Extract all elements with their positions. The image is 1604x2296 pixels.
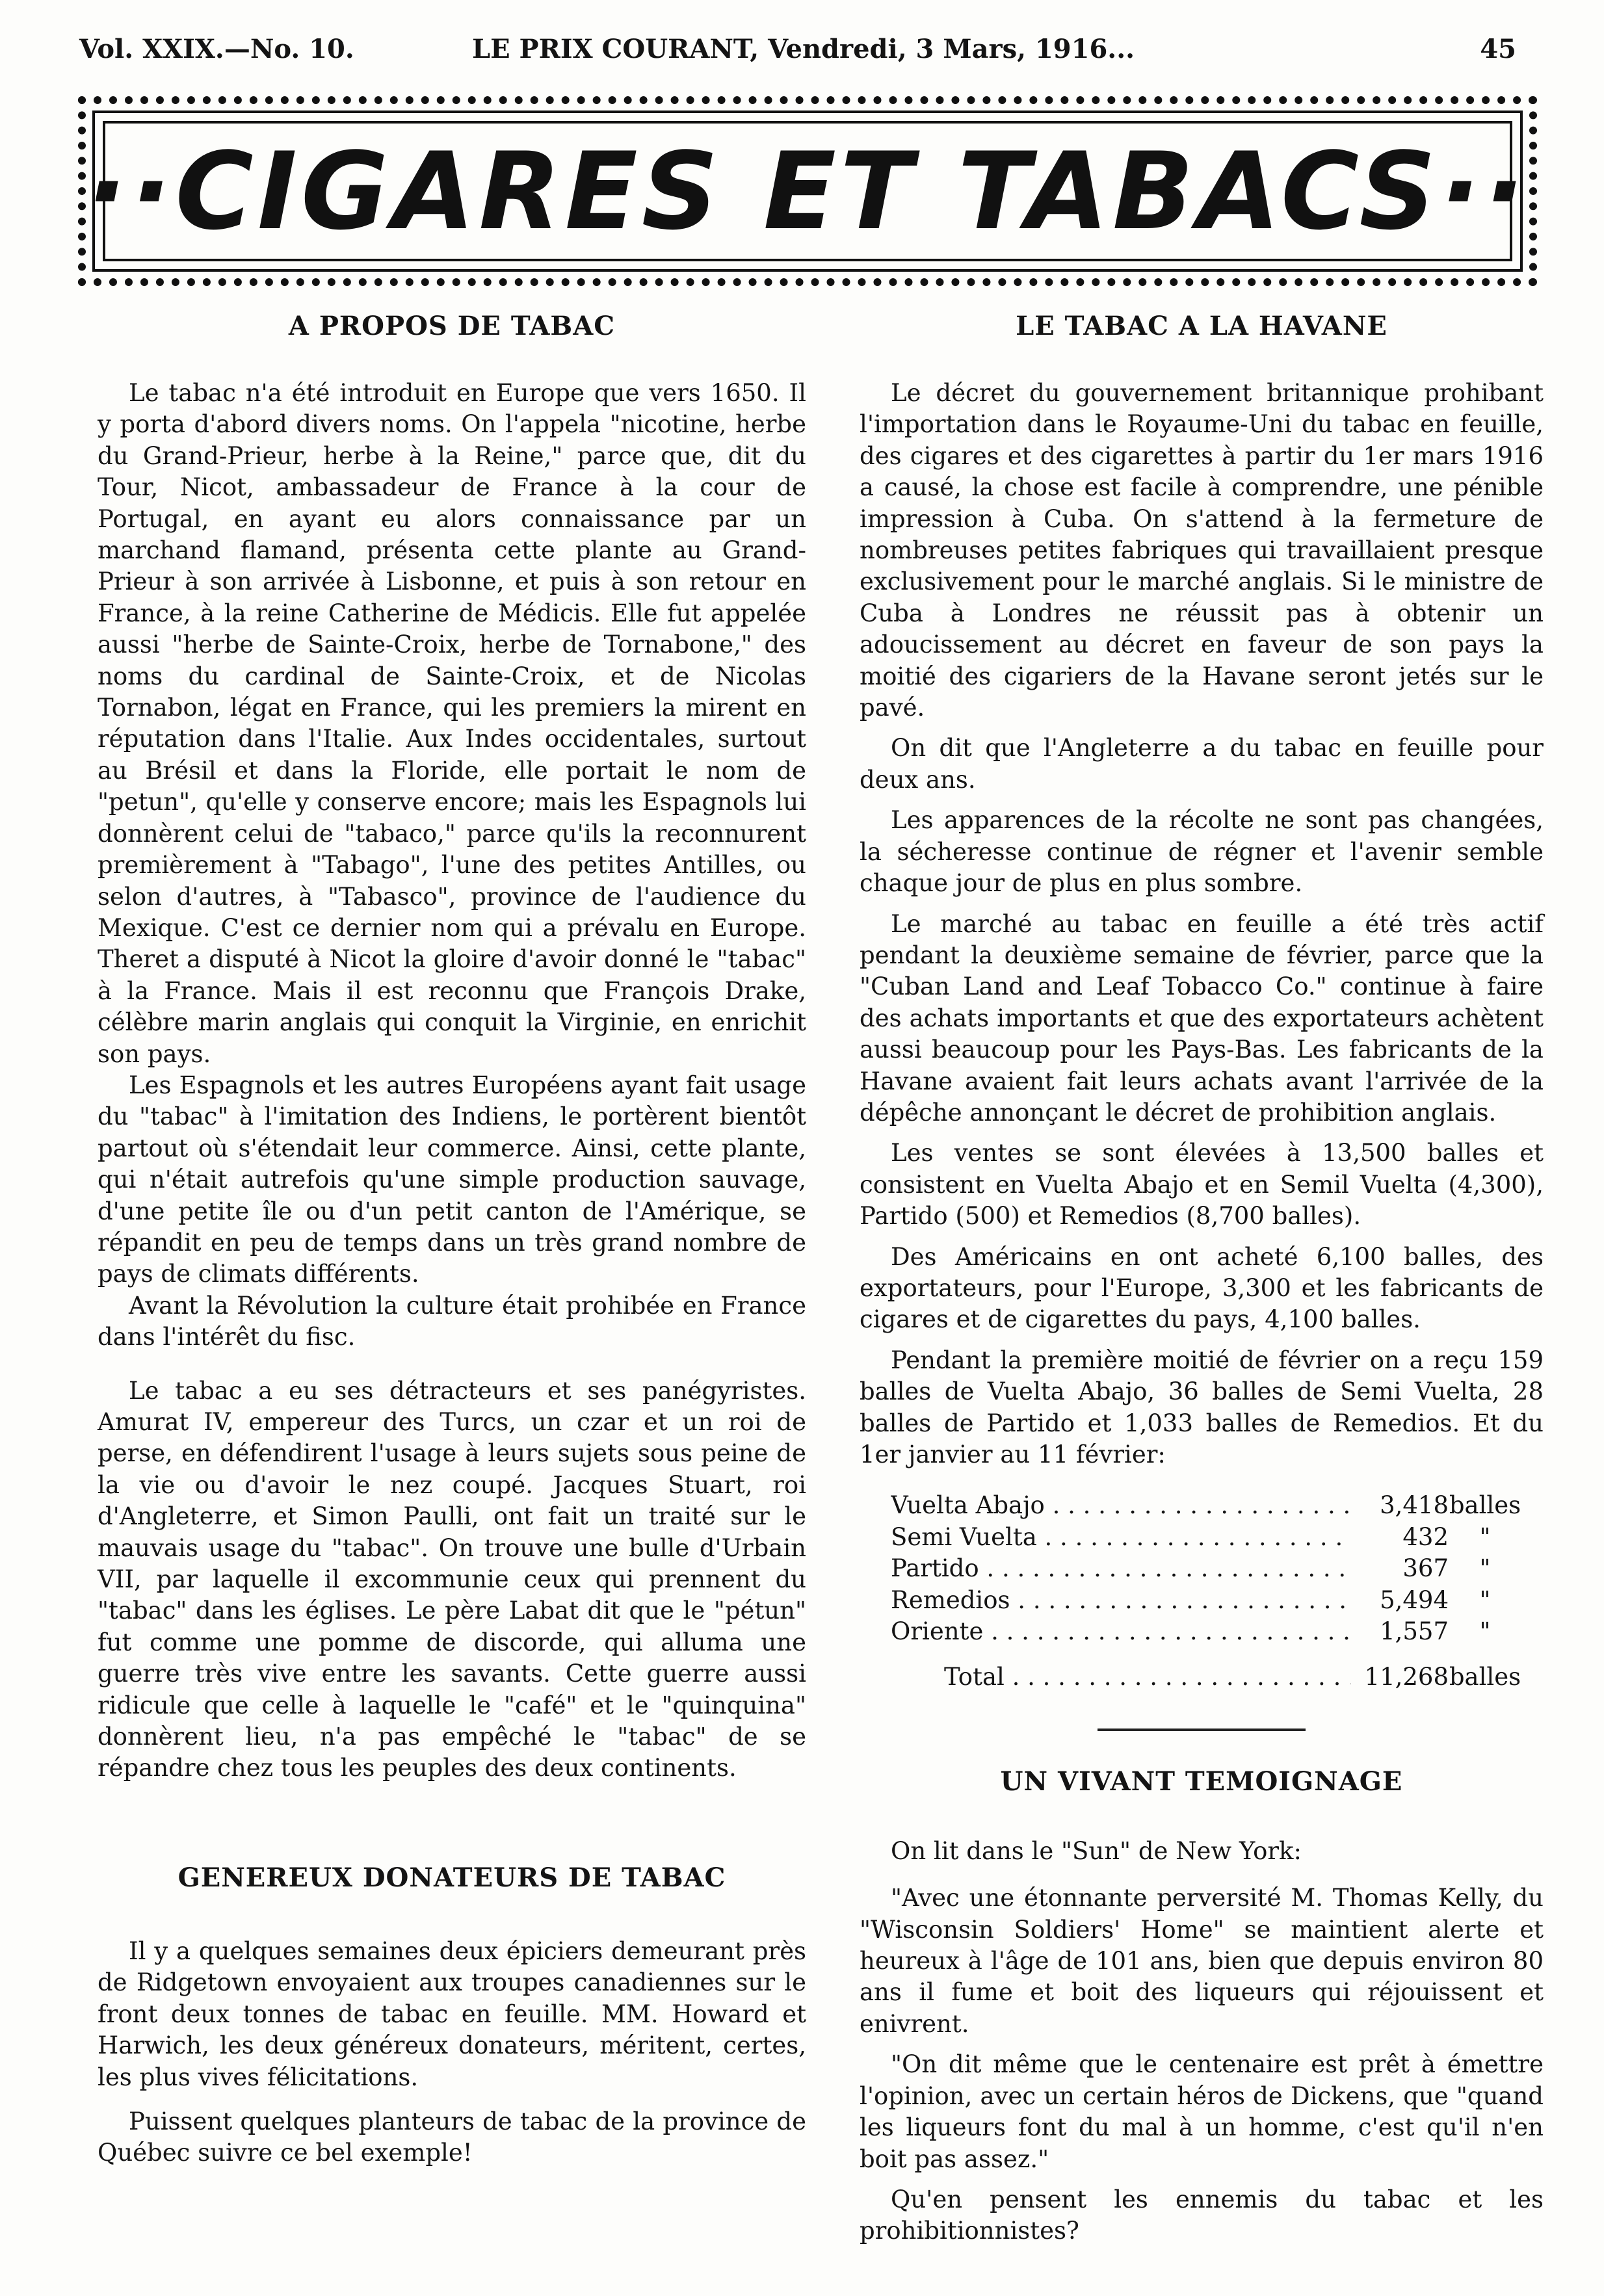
table-row — [860, 1616, 1544, 1647]
paragraph: Pendant la première moitié de février on a reçu 159 balles de Vuelta Abajo, 36 balles de Semi Vuelta, 28 balles de Partido et 1,033 balles de Remedios. Et du 1er janvier au 11 février: — [860, 1346, 1544, 1468]
page-number: 45 — [1480, 34, 1516, 64]
article-title-a-propos: A PROPOS DE TABAC — [288, 311, 616, 341]
section-banner — [78, 96, 1537, 286]
row-name: Semi Vuelta . . . — [891, 1522, 1351, 1553]
stock-table — [860, 1490, 1544, 1693]
paragraph: Le tabac a eu ses détracteurs et ses panégyristes. Amurat IV, empereur des Turcs, un czar et un roi de perse, en défendirent l'usage à leurs sujets sous peine de la vie ou d'avoir le nez coupé. Jacques Stuart, roi d'Angleterre, et Simon Paulli, ont fait un traité sur le mauvais usage du "tabac". On trouve une bulle d'Urbain VII, par laquelle il excommunie ceux qui prennent du "tabac" dans les églises. Le père Labat dit que le "pétun" fut comme une pomme de discorde, qui alluma une guerre très vive entre les savants. Cette guerre aussi ridicule que celle à laquelle le "café" et le "quinquina" donnèrent lieu, n'a pas empêché le "tabac" de se répandre chez tous les peuples des deux continents. — [98, 1376, 806, 1782]
paragraph: On lit dans le "Sun" de New York: — [891, 1836, 1302, 1865]
paragraph: Des Américains en ont acheté 6,100 balles, des exportateurs, pour l'Europe, 3,300 et les fabricants de cigares et de cigarettes du pays, 4,100 balles. — [860, 1242, 1544, 1334]
row-name: Vuelta Abajo . . . — [891, 1490, 1351, 1521]
paragraph: On dit que l'Angleterre a du tabac en feuille pour deux ans. — [860, 734, 1544, 794]
table-row — [860, 1490, 1544, 1521]
running-header — [79, 34, 1516, 73]
row-unit: " — [1479, 1617, 1491, 1646]
publication-date-line: LE PRIX COURANT, Vendredi, 3 Mars, 1916... — [472, 34, 1135, 64]
paragraph: "On dit même que le centenaire est prêt à émettre l'opinion, avec un certain héros de Dickens, que "quand les liqueurs font du mal à un homme, c'est qu'il n'en boit pas assez." — [860, 2050, 1544, 2173]
row-value: 5,494 — [1380, 1585, 1449, 1614]
row-value: 367 — [1402, 1554, 1449, 1583]
row-value: 3,418 — [1380, 1491, 1449, 1520]
paragraph: Puissent quelques planteurs de tabac de la province de Québec suivre ce bel exemple! — [98, 2107, 806, 2167]
article-title-temoignage: UN VIVANT TEMOIGNAGE — [1000, 1766, 1403, 1797]
paragraph: Les apparences de la récolte ne sont pas changées, la sécheresse continue de régner et l'avenir semble chaque jour de plus en plus sombre. — [860, 806, 1544, 898]
article-title-genereux: GENEREUX DONATEURS DE TABAC — [177, 1862, 726, 1893]
article-title-havane: LE TABAC A LA HAVANE — [1016, 311, 1387, 341]
table-row — [860, 1522, 1544, 1553]
paragraph: Il y a quelques semaines deux épiciers demeurant près de Ridgetown envoyaient aux troupes canadiennes sur le front deux tonnes de tabac en feuille. MM. Howard et Harwich, les deux généreux donateurs, méritent, certes, les plus vives félicitations. — [98, 1937, 806, 2091]
paragraph: Avant la Révolution la culture était prohibée en France dans l'intérêt du fisc. — [98, 1291, 806, 1351]
row-unit: " — [1479, 1522, 1491, 1551]
paragraph: Le marché au tabac en feuille a été très actif pendant la deuxième semaine de février, parce que la "Cuban Land and Leaf Tobacco Co." continue à faire des achats importants et que des exportateurs achètent aussi beaucoup pour les Pays-Bas. Les fabricants de la Havane avaient fait leurs achats avant l'arrivée de la dépêche annonçant le décret de prohibition anglais. — [860, 909, 1544, 1127]
banner-title: ··CIGARES ET TABACS·· — [86, 129, 1529, 254]
paragraph: Les Espagnols et les autres Européens ayant fait usage du "tabac" à l'imitation des Indiens, le portèrent bientôt partout où s'étendait leur commerce. Ainsi, cette plante, qui n'était autrefois qu'une simple production sauvage, d'une petite île ou d'un petit canton de l'Amérique, se répandit en peu de temps dans un très grand nombre de pays de climats différents. — [98, 1071, 806, 1288]
row-unit: " — [1479, 1554, 1491, 1583]
table-row — [860, 1553, 1544, 1584]
left-column — [98, 311, 806, 2169]
volume-number: Vol. XXIX.—No. 10. — [79, 34, 354, 64]
banner-frame — [86, 121, 1529, 261]
paragraph: Le décret du gouvernement britannique prohibant l'importation dans le Royaume-Uni du tabac en feuille, des cigares et des cigarettes à partir du 1er mars 1916 a causé, la chose est facile à comprendre, une pénible impression à Cuba. On s'attend à la fermeture de nombreuses petites fabriques qui travaillaient presque exclusivement pour le marché anglais. Si le ministre de Cuba à Londres ne réussit pas à obtenir un adoucissement au décret en faveur de son pays la moitié des cigariers de la Havane seront jetés sur le pavé. — [860, 379, 1544, 722]
total-value: 11,268 — [1364, 1663, 1449, 1691]
row-unit: balles — [1449, 1491, 1521, 1520]
row-name: Remedios . . . — [891, 1585, 1351, 1616]
row-name: Oriente . . . — [891, 1616, 1351, 1647]
total-label: Total . . . — [944, 1662, 1351, 1693]
paragraph: Les ventes se sont élevées à 13,500 balles et consistent en Vuelta Abajo et en Semil Vuelta (4,300), Partido (500) et Remedios (8,700 balles). — [860, 1139, 1544, 1231]
row-value: 432 — [1402, 1522, 1449, 1551]
total-unit: balles — [1449, 1663, 1521, 1691]
row-value: 1,557 — [1380, 1617, 1449, 1646]
paragraph: "Avec une étonnante perversité M. Thomas Kelly, du "Wisconsin Soldiers' Home" se maintient alerte et heureux à l'âge de 101 ans, bien que depuis environ 80 ans il fume et boit des liqueurs qui réjouissent et enivrent. — [860, 1884, 1544, 2038]
paragraph: Qu'en pensent les ennemis du tabac et les prohibitionnistes? — [860, 2185, 1544, 2245]
right-column — [860, 311, 1544, 2247]
table-row — [860, 1585, 1544, 1616]
table-total-row — [860, 1662, 1544, 1693]
row-unit: " — [1479, 1585, 1491, 1614]
paragraph: Le tabac n'a été introduit en Europe que vers 1650. Il y porta d'abord divers noms. On l'appela "nicotine, herbe du Grand-Prieur, herbe à la Reine," parce que, dit du Tour, Nicot, ambassadeur de France à la cour de Portugal, en ayant eu alors connaissance par un marchand flamand, présenta cette plante au Grand-Prieur à son arrivée à Lisbonne, et puis à son retour en France, à la reine Catherine de Médicis. Elle fut appelée aussi "herbe de Sainte-Croix, herbe de Tornabone," des noms du cardinal de Sainte-Croix, et de Nicolas Tornabon, légat en France, qui les premiers la mirent en réputation dans l'Italie. Aux Indes occidentales, surtout au Brésil et dans la Floride, elle portait le nom de "petun", qu'elle y conserve encore; mais les Espagnols lui donnèrent celui de "tabaco," parce qu'ils la reconnurent premièrement à "Tabago", l'une des petites Antilles, ou selon d'autres, à "Tabasco", province de l'audience du Mexique. C'est ce dernier nom qui a prévalu en Europe. Theret a disputé à Nicot la gloire d'avoir donné le "tabac" à la France. Mais il est reconnu que François Drake, célèbre marin anglais qui conquit la Virginie, en enrichit son pays. — [98, 379, 806, 1068]
row-name: Partido . . . — [891, 1553, 1351, 1584]
